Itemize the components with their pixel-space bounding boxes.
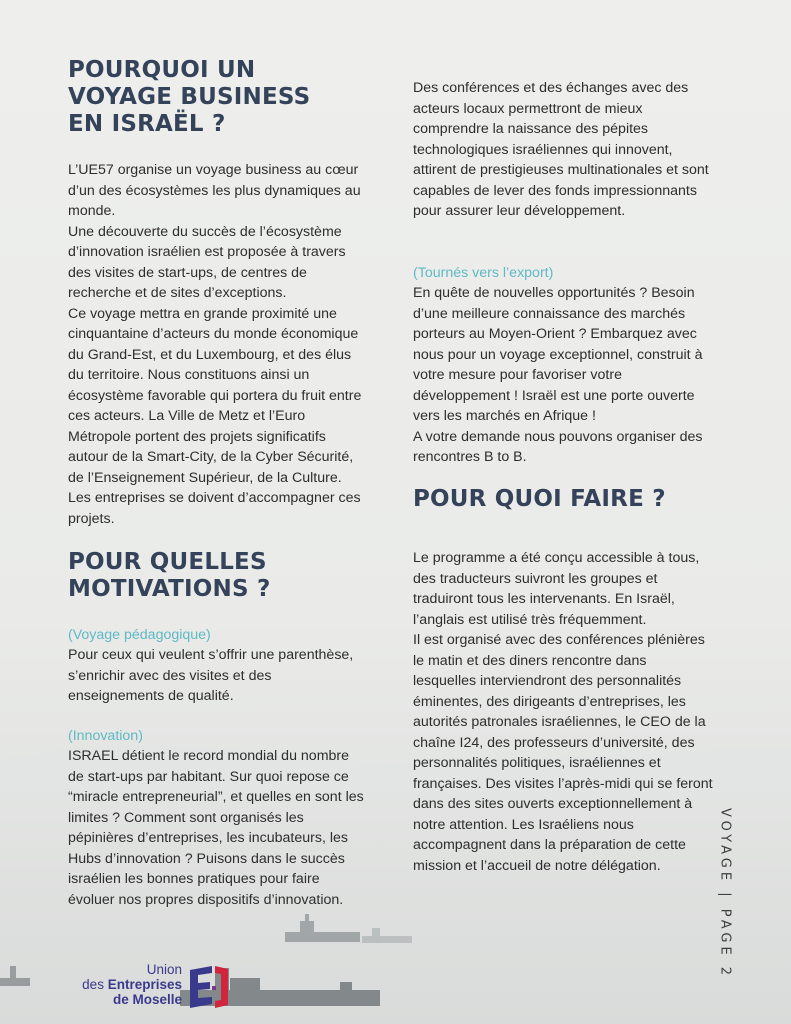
subheading-pedagogique: (Voyage pédagogique) (68, 627, 211, 643)
subheading-export: (Tournés vers l’export) (413, 265, 554, 281)
subheading-innovation: (Innovation) (68, 728, 143, 744)
paragraph-programme: Le programme a été conçu accessible à tous, des traducteurs suivront les groupes et traduiront tous les intervenants. En Israël, l’anglais est utilisé très fréquemment. Il est organisé avec des conférences plénières le matin et des diners rencontre dans lesquelles interviendront des personnalités éminentes, des dirigeants d’entreprises, les autorités patronales israéliennes, le CEO de la chaîne I24, des professeurs d’université, des personnalités politiques, israéliennes et françaises. Des visites l’après-midi qui se feront dans des sites ouverts exceptionnellement à notre attention. Les Israéliens nous accompagnent dans la préparation de cette mission et l’accueil de notre délégation. (413, 550, 713, 874)
paragraph-export: En quête de nouvelles opportunités ? Besoin d’une meilleure connaissance des marchés porteurs au Moyen-Orient ? Embarquez avec nous pour un voyage exceptionnel, construit à votre mesure pour favoriser votre développement ! Israël est une porte ouverte vers les marchés en Afrique ! A votre demande nous pouvons organiser des rencontres B to B. (413, 285, 703, 465)
page-label-text: VOYAGE | PAGE 2 (717, 808, 733, 980)
paragraph-innovation: ISRAEL détient le record mondial du nombre de start-ups par habitant. Sur quoi repose ce “miracle entrepreneurial”, et quelles en sont les limites ? Comment sont organisés les pépinières d’entreprises, les incubateurs, les Hubs d’innovation ? Puisons dans le succès israélien les bonnes pratiques pour faire évoluer nos propres dispositifs d’innovation. (68, 748, 364, 908)
intro-paragraph: L’UE57 organise un voyage business au cœur d’un des écosystèmes les plus dynamiques au monde. Une découverte du succès de l’écosystème d’innovation israélien est proposée à travers des visites de start-ups, de centres de recherche et de sites d’exceptions. Ce voyage mettra en grande proximité une cinquantaine d’acteurs du monde économique du Grand-Est, et du Luxembourg, et des élus du territoire. Nous constituons ainsi un écosystème favorable qui portera du fruit entre ces acteurs. La Ville de Metz et l’Euro Métropole portent des projets significatifs autour de la Smart-City, de la Cyber Sécurité, de l’Enseignement Supérieur, de la Culture. Les entreprises se doivent d’accompagner ces projets. (68, 162, 362, 527)
logo-word-entreprises: Entreprises (107, 977, 182, 992)
logo-line-des: des (82, 977, 108, 992)
heading-why-israel: POURQUOI UN VOYAGE BUSINESS EN ISRAËL ? (68, 57, 311, 137)
logo-line-entreprises (82, 977, 182, 992)
heading-pour-quoi-faire: POUR QUOI FAIRE ? (413, 486, 666, 512)
logo-line-moselle: de Moselle (112, 992, 182, 1007)
logo-line-union: Union (146, 962, 182, 977)
logo-text (82, 962, 182, 1007)
page-side-label (713, 808, 737, 998)
ue57-logo (62, 962, 232, 1012)
ue57-logo-mark-icon (186, 964, 232, 1010)
paragraph-pedagogique: Pour ceux qui veulent s’offrir une parenthèse, s’enrichir avec des visites et des enseignements de qualité. (68, 647, 354, 704)
paragraph-conferences: Des conférences et des échanges avec des acteurs locaux permettront de mieux comprendre la naissance des pépites technologiques israéliennes qui innovent, attirent de prestigieuses multinationales et sont capables de lever des fonds impressionnants pour assurer leur développement. (413, 80, 709, 219)
heading-motivations: POUR QUELLES MOTIVATIONS ? (68, 549, 271, 602)
